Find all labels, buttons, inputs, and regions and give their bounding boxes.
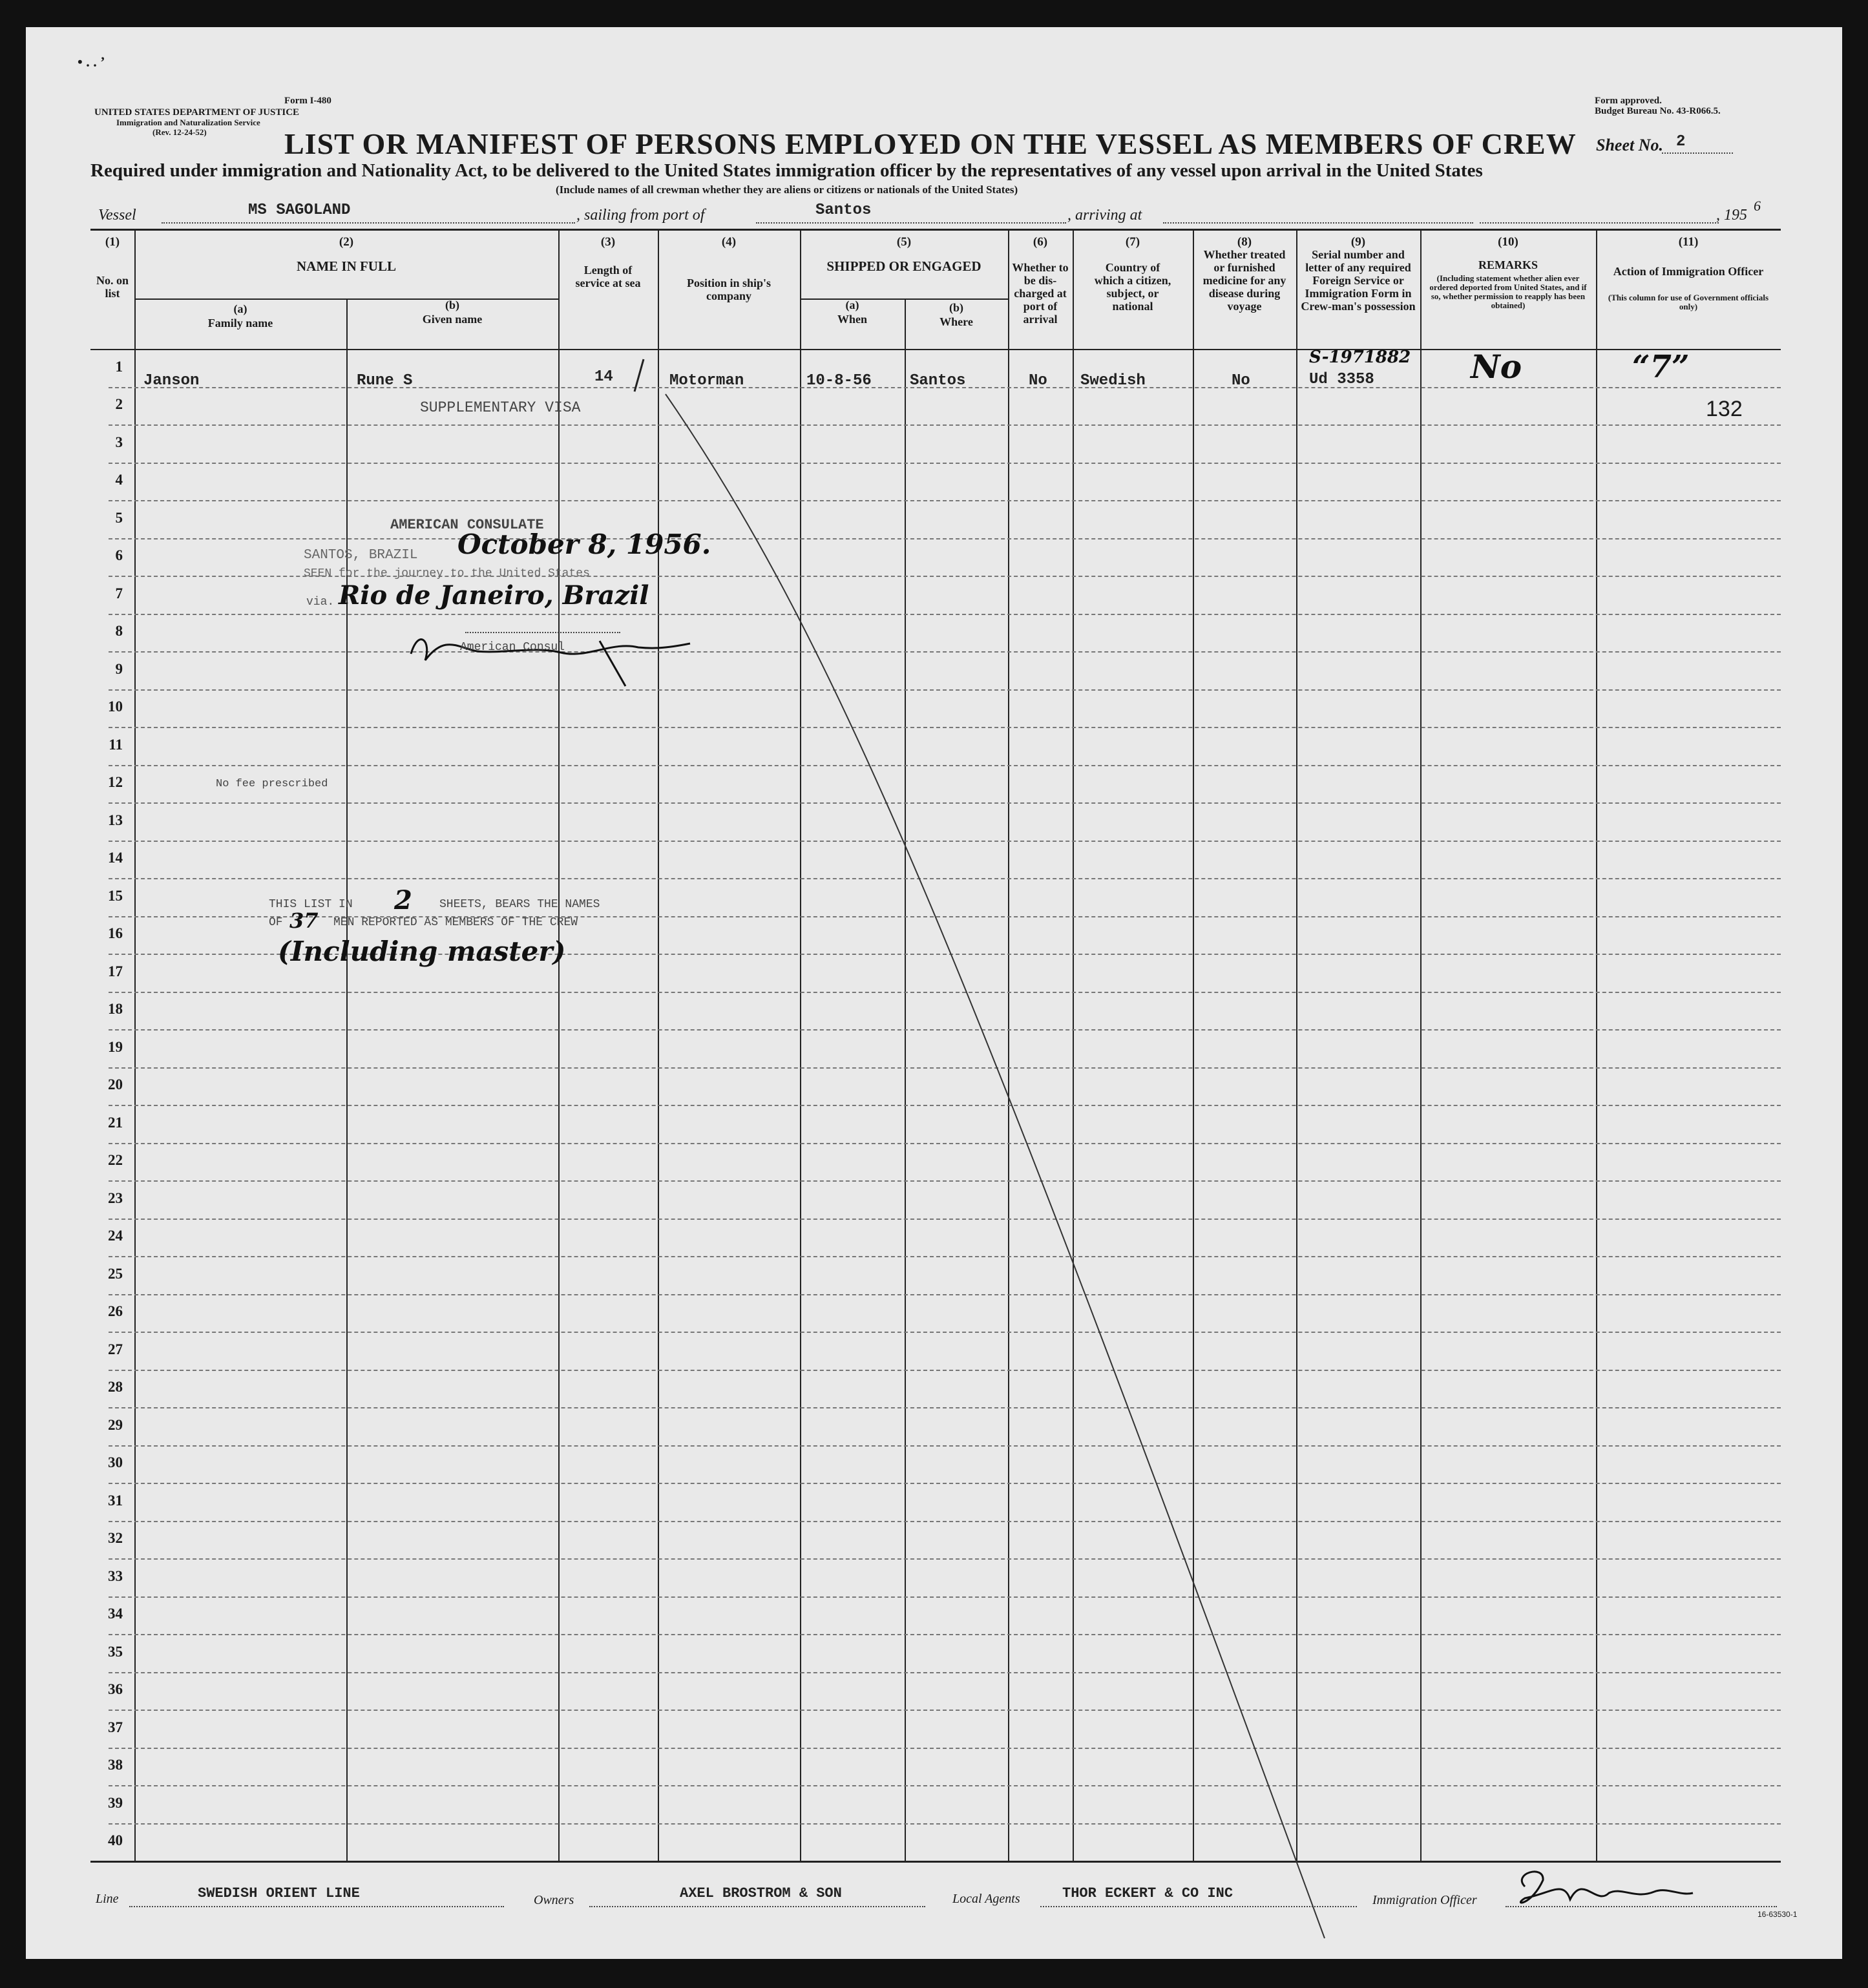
entry-action-mark: “7” [1632, 349, 1690, 385]
col4-header: Position in ship's company [686, 277, 771, 302]
row-number: 24 [108, 1228, 123, 1244]
row-number: 26 [108, 1303, 123, 1319]
col2a-header: Family name [207, 317, 273, 330]
col7-header: Country of which a citizen, subject, or national [1094, 261, 1171, 313]
col-line-2 [558, 229, 560, 1861]
via-handwritten: Rio de Janeiro, Brazil [339, 580, 649, 611]
entry-position: Motorman [669, 372, 744, 390]
corner-mark: • . . ’ [78, 54, 105, 70]
col4-number: (4) [721, 235, 737, 249]
no-fee-stamp: No fee prescribed [216, 778, 328, 790]
col2b-header: Given name [422, 313, 483, 326]
supplementary-visa-stamp: SUPPLEMENTARY VISA [420, 399, 581, 416]
entry-where: Santos [910, 372, 966, 390]
sheet-number-line [1662, 152, 1733, 154]
entry-serial: Ud 3358 [1309, 371, 1374, 388]
row-number: 4 [115, 472, 123, 488]
owners-underline [589, 1906, 925, 1907]
col1-number: (1) [105, 235, 120, 249]
row-number: 28 [108, 1379, 123, 1395]
sailing-value: Santos [815, 202, 872, 219]
col6-number: (6) [1033, 235, 1048, 249]
entry-service: 14 [594, 368, 613, 386]
row-number: 11 [109, 736, 123, 753]
entry-given-name: Rune S [357, 372, 413, 390]
col10-note: (Including statement whether alien ever ordered deported from United States, and if so, whether permission to reapply has been obtained) [1429, 273, 1587, 310]
form-number: Form I-480 [284, 96, 331, 106]
col2a-number: (a) [233, 302, 247, 315]
entry-country: Swedish [1080, 372, 1146, 390]
row-number: 1 [115, 358, 123, 375]
row-number: 31 [108, 1492, 123, 1509]
row-number: 35 [108, 1643, 123, 1660]
row-number: 17 [108, 963, 123, 979]
col6-header: Whether to be dis-charged at port of arrival [1012, 261, 1069, 326]
col5-number: (5) [896, 235, 912, 249]
col2b-number: (b) [445, 298, 459, 311]
line-label: Line [96, 1892, 119, 1906]
row-number: 22 [108, 1152, 123, 1168]
entry-serial-handwritten: S-1971882 [1309, 348, 1411, 367]
col8-header: Whether treated or furnished medicine for any disease during voyage [1202, 248, 1286, 313]
row-number: 37 [108, 1719, 123, 1735]
entry-when: 10-8-56 [806, 372, 872, 390]
row-number: 23 [108, 1189, 123, 1206]
col2-header: NAME IN FULL [296, 258, 396, 274]
row-number: 21 [108, 1114, 123, 1131]
service-name: Immigration and Naturalization Service [116, 118, 260, 127]
col-line-2a [346, 298, 348, 1861]
form-revision: (Rev. 12-24-52) [152, 127, 207, 137]
col10-header: REMARKS [1478, 258, 1538, 271]
consulate-stamp: AMERICAN CONSULATE [390, 517, 544, 533]
sheet-label: Sheet No. [1596, 136, 1663, 154]
budget-bureau: Budget Bureau No. 43-R066.5. [1595, 106, 1721, 116]
header-bottom-border [90, 349, 1781, 350]
col10-number: (10) [1498, 235, 1518, 249]
agency-name: UNITED STATES DEPARTMENT OF JUSTICE [94, 107, 300, 118]
row-number: 32 [108, 1530, 123, 1546]
col5b-header: Where [939, 315, 973, 328]
vessel-underline [162, 222, 575, 224]
owners-label: Owners [534, 1893, 574, 1907]
list-count-line1b: SHEETS, BEARS THE NAMES [439, 898, 600, 911]
col5a-number: (a) [845, 298, 859, 311]
line-underline [129, 1906, 504, 1907]
vessel-label: Vessel [98, 207, 136, 224]
officer-label: Immigration Officer [1372, 1893, 1477, 1907]
row-number: 8 [115, 623, 123, 639]
seen-stamp: SEEN for the journey to the United States [304, 567, 590, 580]
via-label: via. [306, 596, 335, 609]
table-top-border [90, 229, 1781, 231]
list-count-line2a: OF [269, 916, 283, 929]
row-number: 36 [108, 1681, 123, 1697]
row-number: 7 [115, 585, 123, 602]
year-digit: 6 [1754, 198, 1761, 214]
row-number: 30 [108, 1454, 123, 1470]
list-count-line2b: MEN REPORTED AS MEMBERS OF THE CREW [333, 916, 578, 929]
row-number: 14 [108, 850, 123, 866]
row-number: 13 [108, 811, 123, 828]
row-number: 2 [115, 396, 123, 412]
sailing-label: , sailing from port of [576, 207, 705, 224]
arriving-label: , arriving at [1067, 207, 1142, 224]
row-number: 29 [108, 1416, 123, 1433]
owners-value: AXEL BROSTROM & SON [680, 1885, 842, 1901]
sheets-handwritten: 2 [394, 885, 412, 916]
col11-header: Action of Immigration Officer [1613, 265, 1764, 278]
row-number: 20 [108, 1076, 123, 1093]
consul-title: American Consul [460, 641, 565, 654]
agents-label: Local Agents [952, 1892, 1020, 1906]
form-title: LIST OR MANIFEST OF PERSONS EMPLOYED ON THE VESSEL AS MEMBERS OF CREW [284, 127, 1577, 160]
print-code: 16-63530-1 [1758, 1910, 1798, 1919]
col-line-10 [1596, 229, 1597, 1861]
row-number: 27 [108, 1341, 123, 1357]
col5-header: SHIPPED OR ENGAGED [826, 258, 981, 274]
row-number: 9 [115, 660, 123, 677]
list-count-line1a: THIS LIST IN [269, 898, 353, 911]
col11-number: (11) [1678, 235, 1699, 249]
row-number: 33 [108, 1567, 123, 1584]
including-master-handwritten: (Including master) [278, 936, 566, 967]
vessel-value: MS SAGOLAND [248, 202, 351, 219]
agents-value: THOR ECKERT & CO INC [1062, 1885, 1233, 1901]
col5a-header: When [837, 313, 867, 326]
col9-number: (9) [1350, 235, 1366, 249]
row-number: 34 [108, 1606, 123, 1622]
row-number: 16 [108, 925, 123, 941]
col3-number: (3) [600, 235, 616, 249]
col5b-number: (b) [949, 301, 963, 314]
col11-note: (This column for use of Government officials only) [1608, 293, 1769, 311]
entry-remarks: No [1471, 348, 1522, 386]
row-number: 39 [108, 1794, 123, 1811]
col-line-9 [1420, 229, 1422, 1861]
consulate-city: SANTOS, BRAZIL [304, 548, 418, 563]
entry-discharged: No [1029, 372, 1047, 390]
arriving-underline [1163, 222, 1473, 224]
row-number: 6 [115, 547, 123, 563]
row-number: 12 [108, 774, 123, 790]
form-subtitle: Required under immigration and Nationality Act, to be delivered to the United States immigration officer by the representatives of any vessel upon arrival in the United States [90, 160, 1483, 181]
row-number: 5 [115, 509, 123, 526]
entry-treated: No [1232, 372, 1250, 390]
consulate-date-handwritten: October 8, 1956. [457, 528, 711, 560]
sailing-underline [756, 222, 1066, 224]
col1-header: No. on list [96, 274, 129, 300]
col3-header: Length of service at sea [575, 264, 641, 289]
entry-family-name: Janson [143, 372, 200, 390]
row-number: 19 [108, 1038, 123, 1055]
crew-count-handwritten: 37 [289, 908, 319, 933]
year-prefix: , 195 [1716, 207, 1747, 224]
col-line-1 [134, 229, 136, 1861]
sheet-number: 2 [1676, 133, 1686, 151]
agents-underline [1040, 1906, 1357, 1907]
form-note: (Include names of all crewman whether they are aliens or citizens or nationals of the United States) [556, 183, 1018, 196]
line-value: SWEDISH ORIENT LINE [198, 1885, 360, 1901]
col7-number: (7) [1125, 235, 1140, 249]
row-number: 25 [108, 1265, 123, 1282]
row-number: 18 [108, 1001, 123, 1017]
row-number: 40 [108, 1832, 123, 1848]
date-underline [1480, 222, 1719, 224]
row-number: 3 [115, 434, 123, 450]
row-number: 10 [108, 698, 123, 715]
form-approval: Form approved. [1595, 96, 1662, 106]
row-number: 15 [108, 887, 123, 904]
officer-signature [1506, 1861, 1699, 1919]
row-number: 38 [108, 1757, 123, 1773]
col9-header: Serial number and letter of any required Foreign Service or Immigration Form in Crew-man's possession [1301, 248, 1416, 313]
diagonal-strike-line [646, 388, 1357, 1951]
col2-number: (2) [339, 235, 354, 249]
entry-action-number: 132 [1706, 397, 1743, 421]
col8-number: (8) [1237, 235, 1252, 249]
